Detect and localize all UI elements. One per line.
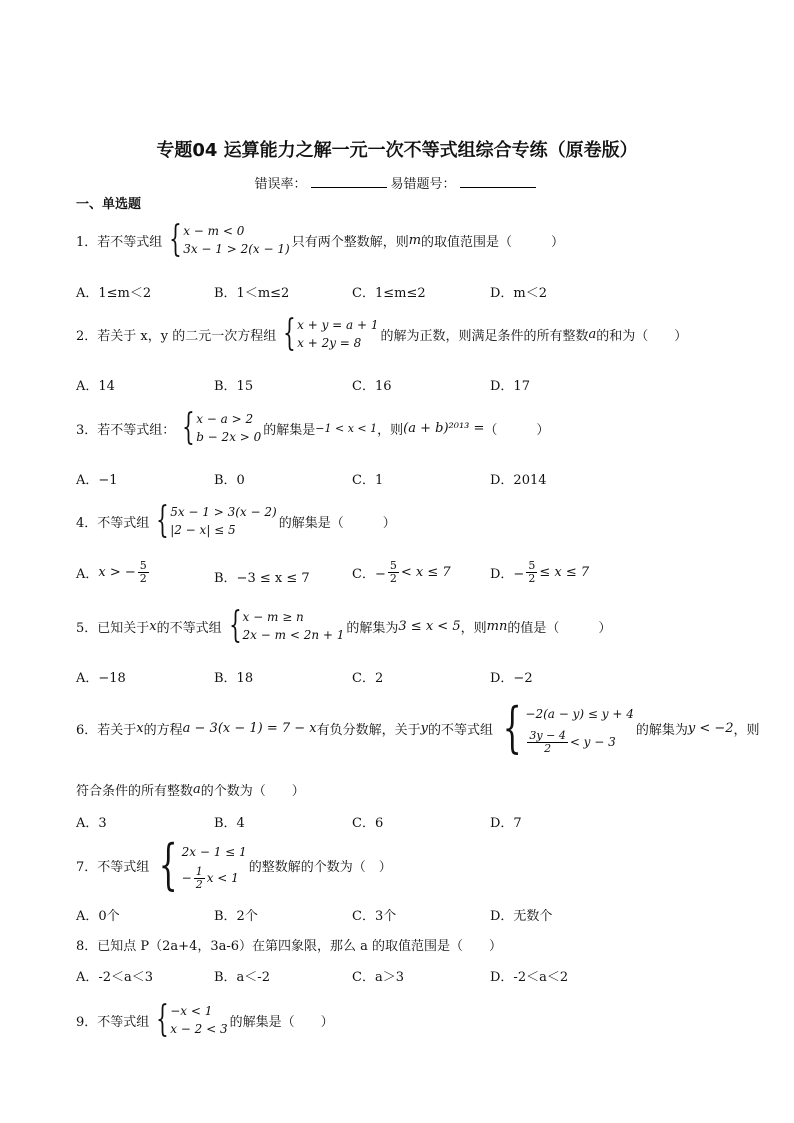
option-c[interactable]: C．a＞3: [352, 970, 404, 985]
option-a[interactable]: A．3: [76, 816, 107, 831]
option-c[interactable]: C．− $\frac{5}{2}$ < x ≤ 7: [352, 559, 451, 585]
section-heading: 一、单选题: [76, 197, 142, 212]
brace-icon: {: [169, 219, 183, 260]
score-line: [0, 173, 794, 192]
option-a[interactable]: A．-2＜a＜3: [76, 970, 154, 985]
option-d[interactable]: D．− $\frac{5}{2}$ ≤ x ≤ 7: [490, 559, 590, 585]
option-c[interactable]: C．16: [352, 379, 392, 394]
question-3: 3．若不等式组： { x − a > 2 b − 2x > 0 的解集是 −1 < x < 1 ，则 (a + b)²⁰¹³ = （ ）: [76, 407, 550, 448]
option-b[interactable]: B．−3 ≤ x ≤ 7: [214, 571, 310, 586]
question-4: 4．不等式组 { 5x − 1 > 3(x − 2) |2 − x| ≤ 5 的解集是（ ）: [76, 500, 396, 541]
inequality-system: { −2(a − y) ≤ y + 4 $\frac{3y - 4}{2}$ < y − 3: [502, 696, 634, 759]
option-d[interactable]: D．无数个: [490, 909, 553, 924]
page-title: 专题04 运算能力之解一元一次不等式组综合专练（原卷版）: [156, 140, 638, 161]
wrong-no-blank[interactable]: [460, 175, 536, 188]
option-d[interactable]: D．-2＜a＜2: [490, 970, 569, 985]
inequality-system: { x − m < 0 3x − 1 > 2(x − 1): [169, 219, 290, 260]
option-c[interactable]: C．6: [352, 816, 384, 831]
option-c[interactable]: C．1: [352, 473, 384, 488]
option-b[interactable]: B．0: [214, 473, 245, 488]
option-a[interactable]: A．14: [76, 379, 115, 394]
option-b[interactable]: B．2个: [214, 909, 258, 924]
option-d[interactable]: D．17: [490, 379, 530, 394]
option-a[interactable]: A．1≤m＜2: [76, 286, 152, 301]
option-b[interactable]: B．4: [214, 816, 245, 831]
inequality-system: { 2x − 1 ≤ 1 − $\frac{1}{2}$ x < 1: [159, 833, 247, 896]
option-a[interactable]: A． x > − $\frac{5}{2}$: [76, 559, 147, 585]
option-c[interactable]: C．2: [352, 671, 384, 686]
option-d[interactable]: D．2014: [490, 473, 547, 488]
brace-icon: {: [156, 999, 170, 1040]
inequality-system: { −x < 1 x − 2 < 3: [156, 999, 228, 1040]
inequality-system: { x − m ≥ n 2x − m < 2n + 1: [228, 605, 345, 646]
inequality-system: { 5x − 1 > 3(x − 2) |2 − x| ≤ 5: [156, 500, 277, 541]
question-9: 9．不等式组 { −x < 1 x − 2 < 3 的解集是（ ）: [76, 999, 334, 1040]
option-a[interactable]: A．0个: [76, 909, 120, 924]
question-5: 5．已知关于 x 的不等式组 { x − m ≥ n 2x − m < 2n + 1 的解集为 3 ≤ x < 5 ，则 mn 的值是（ ）: [76, 605, 612, 646]
brace-icon: {: [182, 407, 196, 448]
question-2: 2．若关于 x，y 的二元一次方程组 { x + y = a + 1 x + 2y = 8 的解为正数，则满足条件的所有整数 a 的和为（ ）: [76, 313, 688, 354]
option-b[interactable]: B．18: [214, 671, 254, 686]
equation-system: { x + y = a + 1 x + 2y = 8: [283, 313, 379, 354]
brace-icon: {: [159, 833, 178, 896]
question-6-line-2: 符合条件的所有整数 a 的个数为（ ）: [76, 782, 305, 799]
brace-icon: {: [283, 313, 296, 354]
option-c[interactable]: C．1≤m≤2: [352, 286, 426, 301]
option-b[interactable]: B．a＜-2: [214, 970, 270, 985]
option-a[interactable]: A．−18: [76, 671, 126, 686]
brace-icon: {: [502, 696, 522, 759]
option-d[interactable]: D．−2: [490, 671, 533, 686]
option-b[interactable]: B．1＜m≤2: [214, 286, 290, 301]
question-8: 8．已知点 P（2a+4，3a-6）在第四象限，那么 a 的取值范围是（ ）: [76, 939, 503, 954]
wrong-no-label: 易错题号：: [390, 177, 456, 192]
option-d[interactable]: D．m＜2: [490, 286, 548, 301]
option-b[interactable]: B．15: [214, 379, 254, 394]
brace-icon: {: [156, 500, 170, 541]
option-a[interactable]: A．−1: [76, 473, 118, 488]
question-7: 7．不等式组 { 2x − 1 ≤ 1 − $\frac{1}{2}$ x < 1 的整数解的个数为（ ）: [76, 833, 392, 896]
question-1: 1．若不等式组 { x − m < 0 3x − 1 > 2(x − 1) 只有两个整数解，则 m 的取值范围是（ ）: [76, 219, 565, 260]
error-rate-blank[interactable]: [311, 175, 387, 188]
brace-icon: {: [228, 605, 242, 646]
option-c[interactable]: C．3个: [352, 909, 397, 924]
inequality-system: { x − a > 2 b − 2x > 0: [182, 407, 262, 448]
option-d[interactable]: D．7: [490, 816, 522, 831]
question-6: 6．若关于 x 的方程 a − 3(x − 1) = 7 − x 有负分数解，关于 y 的不等式组 { −2(a − y) ≤ y + 4 $\frac{3y - 4}{2}$ < y − 3 的解集为 y < −2 ，则: [76, 696, 760, 759]
error-rate-label: 错误率：: [254, 177, 307, 192]
